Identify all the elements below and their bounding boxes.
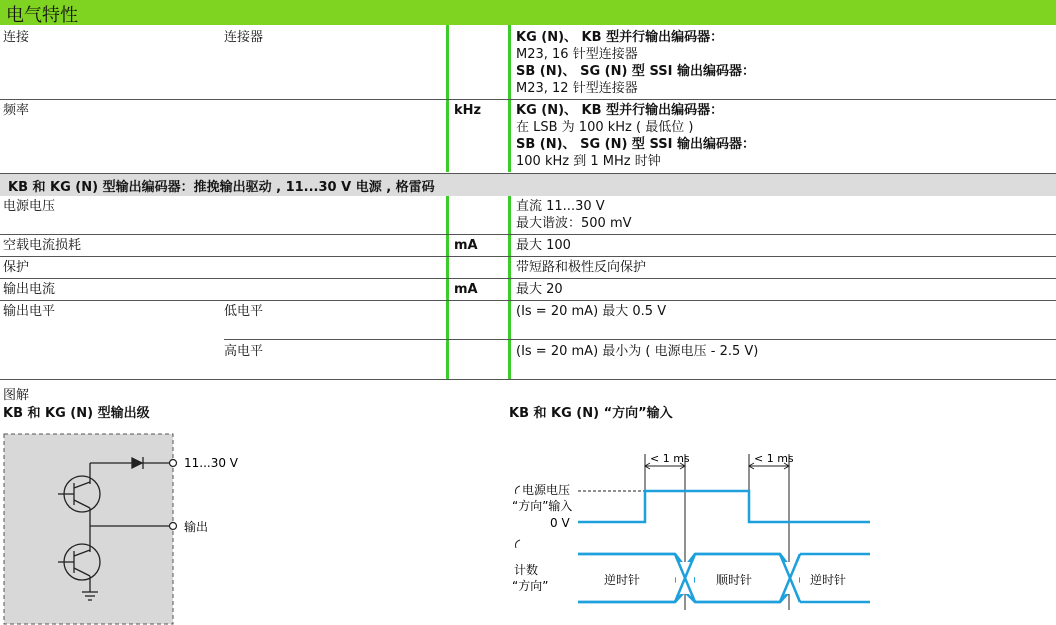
supply-terminal-icon <box>170 460 177 467</box>
row-label: 保护 <box>3 260 30 275</box>
direction-label: “方向” <box>512 579 549 593</box>
count-label: 计数 <box>514 563 539 577</box>
diagram-heading: 图解 <box>3 388 30 403</box>
title-bar <box>0 0 1056 25</box>
output-stage-circuit <box>0 430 260 625</box>
row-unit: mA <box>454 238 478 253</box>
row-divider <box>224 339 1056 340</box>
output-label: 输出 <box>184 520 209 534</box>
value-line: M23, 12 针型连接器 <box>516 81 638 96</box>
row-label: 连接 <box>3 30 30 45</box>
row-label: 频率 <box>3 103 30 118</box>
row-label: 输出电流 <box>3 282 56 297</box>
table-row-noload <box>0 235 1056 257</box>
low-level-label: 低电平 <box>224 304 264 319</box>
table-row-protection <box>0 257 1056 279</box>
row-value: 带短路和极性反向保护 <box>516 260 647 275</box>
direction-input-label: “方向”输入 <box>512 499 573 513</box>
value-line: SB (N)、 SG (N) 型 SSI 输出编码器： <box>516 64 755 79</box>
value-line: 最大谐波：500 mV <box>516 216 632 231</box>
section-title: KB 和 KG (N) 型输出编码器：推挽输出驱动 , 11...30 V 电源 , 格雷码 <box>8 180 435 195</box>
table-row-frequency <box>0 100 1056 174</box>
value-line: 100 kHz 到 1 MHz 时钟 <box>516 154 661 169</box>
row-label: 空载电流损耗 <box>3 238 82 253</box>
table-row-output-level <box>0 301 1056 380</box>
cw-label: 顺时针 <box>716 573 753 587</box>
direction-input-caption: KB 和 KG (N) “方向”输入 <box>509 406 673 421</box>
row-label: 输出电平 <box>3 304 56 319</box>
table-row-supply <box>0 196 1056 235</box>
table-row-output-current <box>0 279 1056 301</box>
value-line: KG (N)、 KB 型并行输出编码器： <box>516 30 724 45</box>
row-sublabel: 连接器 <box>224 30 264 45</box>
ccw-label-2: 逆时针 <box>810 573 847 587</box>
low-level-value: (Is = 20 mA) 最大 0.5 V <box>516 304 667 319</box>
output-terminal-icon <box>170 523 177 530</box>
value-line: SB (N)、 SG (N) 型 SSI 输出编码器： <box>516 137 755 152</box>
high-level-label: 高电平 <box>224 344 264 359</box>
row-value: 最大 100 <box>516 238 571 253</box>
value-line: 在 LSB 为 100 kHz ( 最低位 ) <box>516 120 694 135</box>
row-unit: mA <box>454 282 478 297</box>
value-line: KG (N)、 KB 型并行输出编码器： <box>516 103 724 118</box>
supply-voltage-label: 11...30 V <box>184 456 239 470</box>
direction-input-signal <box>578 491 870 522</box>
page-title: 电气特性 <box>6 5 78 26</box>
row-value: 最大 20 <box>516 282 563 297</box>
section-header <box>0 174 1056 196</box>
zero-volt-label: 0 V <box>550 516 570 530</box>
output-stage-caption: KB 和 KG (N) 型输出级 <box>3 406 150 421</box>
delay-label-1: < 1 ms <box>650 452 690 465</box>
value-line: 直流 11...30 V <box>516 199 605 214</box>
high-level-value: (Is = 20 mA) 最小为 ( 电源电压 - 2.5 V) <box>516 344 759 359</box>
table-row-connection <box>0 25 1056 100</box>
ccw-label-1: 逆时针 <box>604 573 641 587</box>
direction-timing-diagram <box>500 440 880 620</box>
supply-voltage-label: 电源电压 <box>522 483 571 497</box>
value-line: M23, 16 针型连接器 <box>516 47 638 62</box>
row-label: 电源电压 <box>3 199 56 214</box>
delay-label-2: < 1 ms <box>754 452 794 465</box>
row-unit: kHz <box>454 103 482 118</box>
